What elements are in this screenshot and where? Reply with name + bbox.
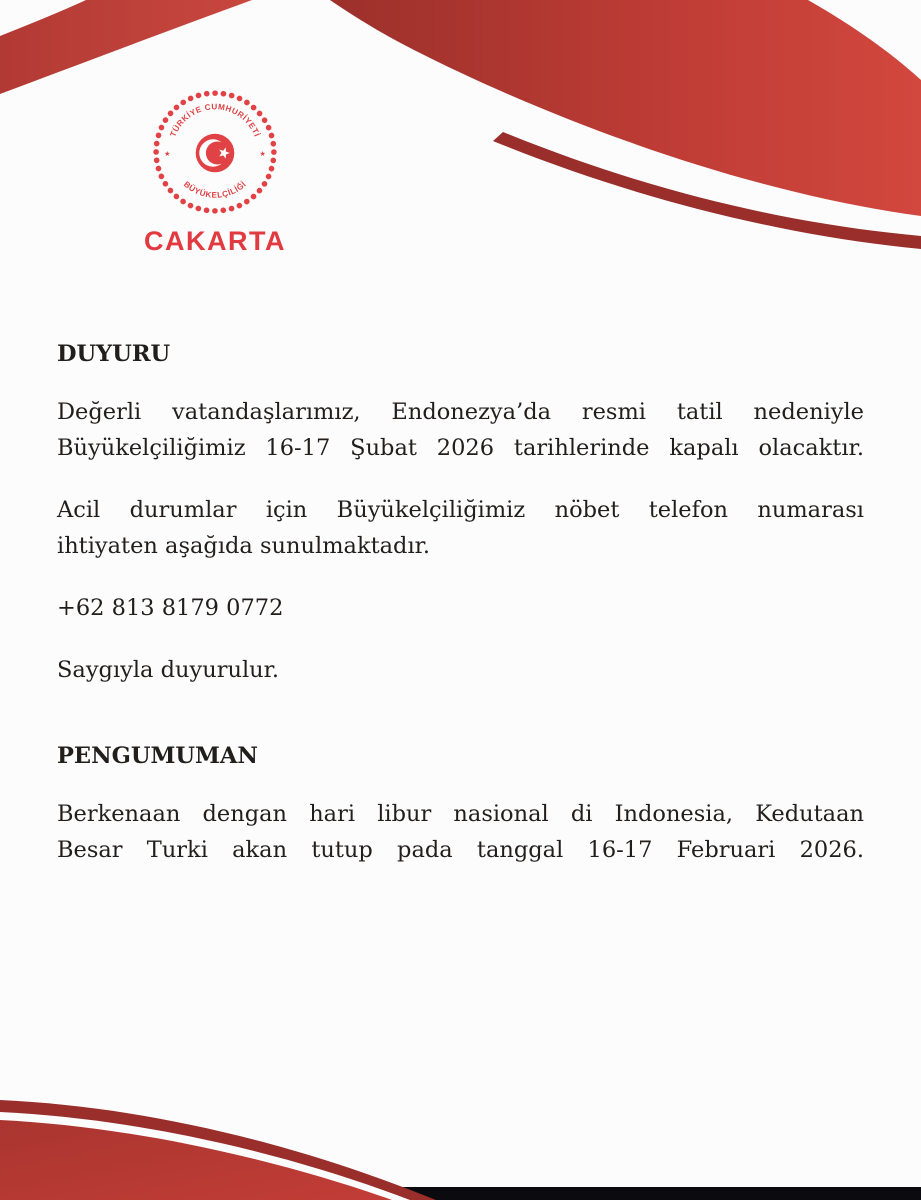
text-line: ihtiyaten aşağıda sunulmaktadır. — [57, 533, 431, 559]
city-label: CAKARTA — [144, 226, 286, 256]
text-line: Berkenaan dengan hari libur nasional di Indonesia, Kedutaan — [57, 801, 864, 827]
star-icon: ★ — [259, 149, 266, 159]
embassy-seal-block — [85, 86, 345, 257]
turkish-paragraph-1 — [57, 394, 864, 466]
star-icon: ★ — [164, 149, 171, 159]
text-line: Acil durumlar için Büyükelçiliğimiz nöbet telefon numarası — [57, 497, 864, 523]
announcement-body — [57, 336, 864, 894]
seal-ring-text-top: TÜRKİYE CUMHURİYETİ — [168, 102, 262, 139]
text-line: Değerli vatandaşlarımız, Endonezya’da resmi tatil nedeniyle — [57, 399, 864, 425]
embassy-seal — [149, 86, 281, 218]
indonesian-paragraph — [57, 796, 864, 868]
turkish-closing: Saygıyla duyurulur. — [57, 657, 280, 683]
duty-phone-number: +62 813 8179 0772 — [57, 595, 284, 621]
seal-ring-text-bottom: BÜYÜKELÇİLİĞİ — [181, 179, 249, 200]
turkish-heading: DUYURU — [57, 341, 171, 367]
text-line: Büyükelçiliğimiz 16-17 Şubat 2026 tarihlerinde kapalı olacaktır. — [57, 435, 864, 461]
header-ribbon-left-band — [0, 0, 252, 94]
text-line: Besar Turki akan tutup pada tanggal 16-17 Februari 2026. — [57, 837, 864, 863]
indonesian-heading: PENGUMUMAN — [57, 743, 258, 769]
footer-ribbon — [0, 1065, 921, 1200]
crescent-star-emblem — [196, 134, 235, 173]
turkish-paragraph-2 — [57, 492, 864, 564]
